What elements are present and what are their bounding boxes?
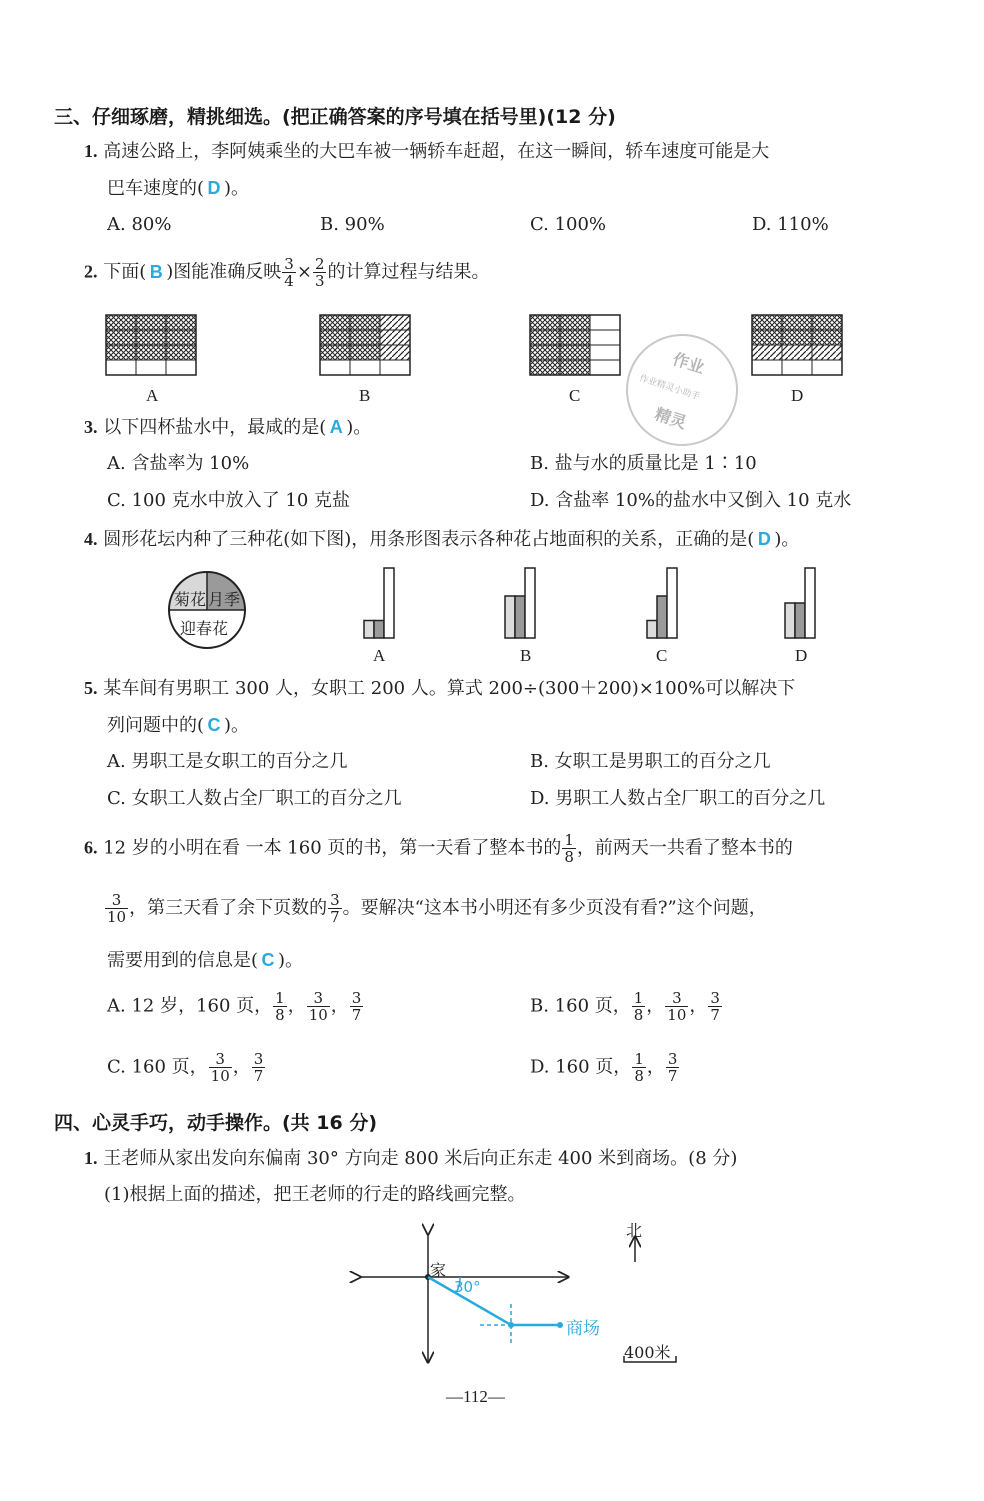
q4-post: )。 — [774, 529, 800, 550]
q4-line — [84, 528, 799, 551]
q2-fraction-2: $\frac{2}{3}$ — [314, 255, 325, 290]
section-4-title: 四、心灵手巧，动手操作。(共 16 分) — [54, 1112, 378, 1134]
q4-label-d: D — [795, 646, 808, 665]
q5-option-c: C. 女职工人数占全厂职工的百分之几 — [107, 788, 402, 809]
q4-bar — [364, 621, 374, 639]
q2-figure-a — [106, 315, 196, 375]
q4-bar — [515, 596, 525, 638]
q5-line2-pre: 列问题中的( — [107, 715, 205, 736]
q4-bar — [525, 568, 535, 638]
q4-bar — [374, 621, 384, 639]
q3-option-c: C. 100 克水中放入了 10 克盐 — [107, 490, 350, 511]
q6-fraction-3-10: $\frac{3}{10}$ — [107, 891, 127, 926]
q6-number: 6. — [84, 837, 98, 858]
q6-line3-post: )。 — [278, 950, 304, 971]
q6-line1-pre: 12 岁的小明在看 一本 160 页的书，第一天看了整本书的 — [103, 837, 562, 859]
q2-label-c: C — [569, 386, 581, 405]
q4-bar — [795, 603, 805, 638]
q1-line1 — [84, 140, 769, 163]
q1-option-a: A. 80% — [107, 214, 172, 235]
map-north-label: 北 — [626, 1221, 643, 1240]
q4-answer: D — [757, 529, 771, 549]
q3-option-d: D. 含盐率 10%的盐水中又倒入 10 克水 — [530, 490, 852, 511]
q6-line2 — [104, 892, 767, 925]
q2-figure-b — [320, 315, 410, 375]
q4-bar — [384, 568, 394, 638]
q2-label-a: A — [146, 386, 159, 405]
q6-line1-post: ，前两天一共看了整本书的 — [576, 837, 793, 859]
q1-line2-post: )。 — [224, 178, 250, 199]
q2-mid: )图能准确反映 — [166, 261, 282, 283]
q5-option-b: B. 女职工是男职工的百分之几 — [530, 751, 771, 772]
q2-label-d: D — [791, 386, 804, 405]
q4-bar — [647, 621, 657, 639]
q4-pre: 圆形花坛内种了三种花(如下图)，用条形图表示各种花占地面积的关系，正确的是( — [103, 529, 755, 550]
q3-pre: 以下四杯盐水中，最咸的是( — [103, 417, 327, 438]
q1-option-c: C. 100% — [530, 214, 607, 235]
q4-label-a: A — [373, 646, 386, 665]
q4-bar — [785, 603, 795, 638]
q6-fraction-1-8: $\frac{1}{8}$ — [564, 831, 574, 866]
q3-number: 3. — [84, 417, 98, 437]
q4-pie-label-yingchunhua: 迎春花 — [180, 619, 229, 638]
s4-q1-sub1: (1)根据上面的描述，把王老师的行走的路线画完整。 — [104, 1184, 526, 1205]
q4-bar-option-b — [505, 568, 535, 638]
q3-line — [84, 416, 371, 439]
watermark-top: 作业 — [670, 349, 707, 378]
q3-post: )。 — [346, 417, 372, 438]
q5-text: 某车间有男职工 300 人，女职工 200 人。算式 200÷(300＋200)×100%可以解决下 — [103, 678, 796, 699]
q6-option-c: C. 160 页， $\frac{3}{10}$ ， $\frac{3}{7}$ — [107, 1050, 264, 1085]
q6-line3 — [107, 949, 303, 972]
q4-bar — [667, 568, 677, 638]
q1-line2 — [107, 177, 249, 200]
q4-bar — [805, 568, 815, 638]
q4-bar-option-c — [647, 568, 677, 638]
q2-pre: 下面( — [103, 261, 147, 283]
q6-line2-post: 。要解决“这本书小明还有多少页没有看?”这个问题， — [342, 897, 767, 919]
q1-option-d: D. 110% — [752, 214, 829, 235]
watermark-middle: 作业精灵小助手 — [637, 373, 702, 403]
q4-bar-option-a — [364, 568, 394, 638]
s4-q1-text: 王老师从家出发向东偏南 30° 方向走 800 米后向正东走 400 米到商场。(8 分) — [103, 1148, 738, 1169]
q5-answer: C — [207, 715, 221, 735]
q6-option-d: D. 160 页， $\frac{1}{8}$ ， $\frac{3}{7}$ — [530, 1050, 678, 1085]
s4-q1-line — [84, 1147, 737, 1170]
q6-option-b: B. 160 页， $\frac{1}{8}$ ， $\frac{3}{10}$ ， $\frac{3}{7}$ — [530, 989, 720, 1024]
q4-number: 4. — [84, 529, 98, 549]
watermark-bottom: 精灵 — [652, 404, 689, 433]
route-map — [0, 1220, 984, 1380]
q2-number: 2. — [84, 261, 98, 282]
q4-pie-label-juhua: 菊花 — [174, 590, 207, 609]
q1-line2-pre: 巴车速度的( — [107, 178, 205, 199]
q3-answer: A — [329, 417, 343, 437]
map-mall-label: 商场 — [566, 1319, 600, 1339]
q6-option-a: A. 12 岁，160 页， $\frac{1}{8}$ ， $\frac{3}{10}$ ， $\frac{3}{7}$ — [107, 989, 362, 1024]
q2-line — [84, 256, 489, 289]
q4-bar-option-d — [785, 568, 815, 638]
q5-option-d: D. 男职工人数占全厂职工的百分之几 — [530, 788, 826, 809]
map-angle-label: 30° — [454, 1278, 481, 1296]
map-scale-label: 400米 — [624, 1343, 671, 1362]
q5-line2 — [107, 714, 249, 737]
page-number: —112— — [446, 1387, 505, 1406]
q4-label-c: C — [656, 646, 668, 665]
s4-q1-number: 1. — [84, 1148, 98, 1168]
q2-label-b: B — [359, 386, 371, 405]
section-3-title: 三、仔细琢磨，精挑细选。(把正确答案的序号填在括号里)(12 分) — [54, 106, 616, 128]
q6-line2-mid: ，第三天看了余下页数的 — [129, 897, 328, 919]
q4-bar-figures — [0, 565, 984, 645]
q3-option-a: A. 含盐率为 10% — [107, 453, 250, 474]
q2-answer: B — [149, 261, 163, 282]
q4-bar — [657, 596, 667, 638]
q2-times: × — [296, 261, 312, 283]
q6-answer: C — [261, 950, 275, 970]
q5-option-a: A. 男职工是女职工的百分之几 — [107, 751, 348, 772]
q2-figure-c — [530, 315, 620, 375]
turn-point — [508, 1322, 514, 1328]
q4-label-b: B — [520, 646, 532, 665]
q6-line3-pre: 需要用到的信息是( — [107, 950, 259, 971]
q6-line1 — [84, 832, 793, 865]
q2-figure-d — [752, 315, 842, 375]
q2-fraction-1: $\frac{3}{4}$ — [284, 255, 294, 290]
q6-fraction-3-7: $\frac{3}{7}$ — [330, 891, 340, 926]
route-line — [428, 1277, 560, 1325]
mall-point — [557, 1322, 563, 1328]
q4-pie-label-yueji: 月季 — [208, 590, 241, 609]
q1-option-b: B. 90% — [320, 214, 385, 235]
q2-post: 的计算过程与结果。 — [327, 261, 490, 283]
q1-number: 1. — [84, 141, 98, 161]
q5-line2-post: )。 — [224, 715, 250, 736]
q1-text: 高速公路上，李阿姨乘坐的大巴车被一辆轿车赶超，在这一瞬间，轿车速度可能是大 — [103, 141, 770, 162]
map-home-label: 家 — [430, 1261, 447, 1280]
q4-bar — [505, 596, 515, 638]
q5-line1 — [84, 677, 795, 700]
q5-number: 5. — [84, 678, 98, 698]
q1-answer: D — [207, 178, 221, 198]
q3-option-b: B. 盐与水的质量比是 1∶10 — [530, 453, 757, 474]
